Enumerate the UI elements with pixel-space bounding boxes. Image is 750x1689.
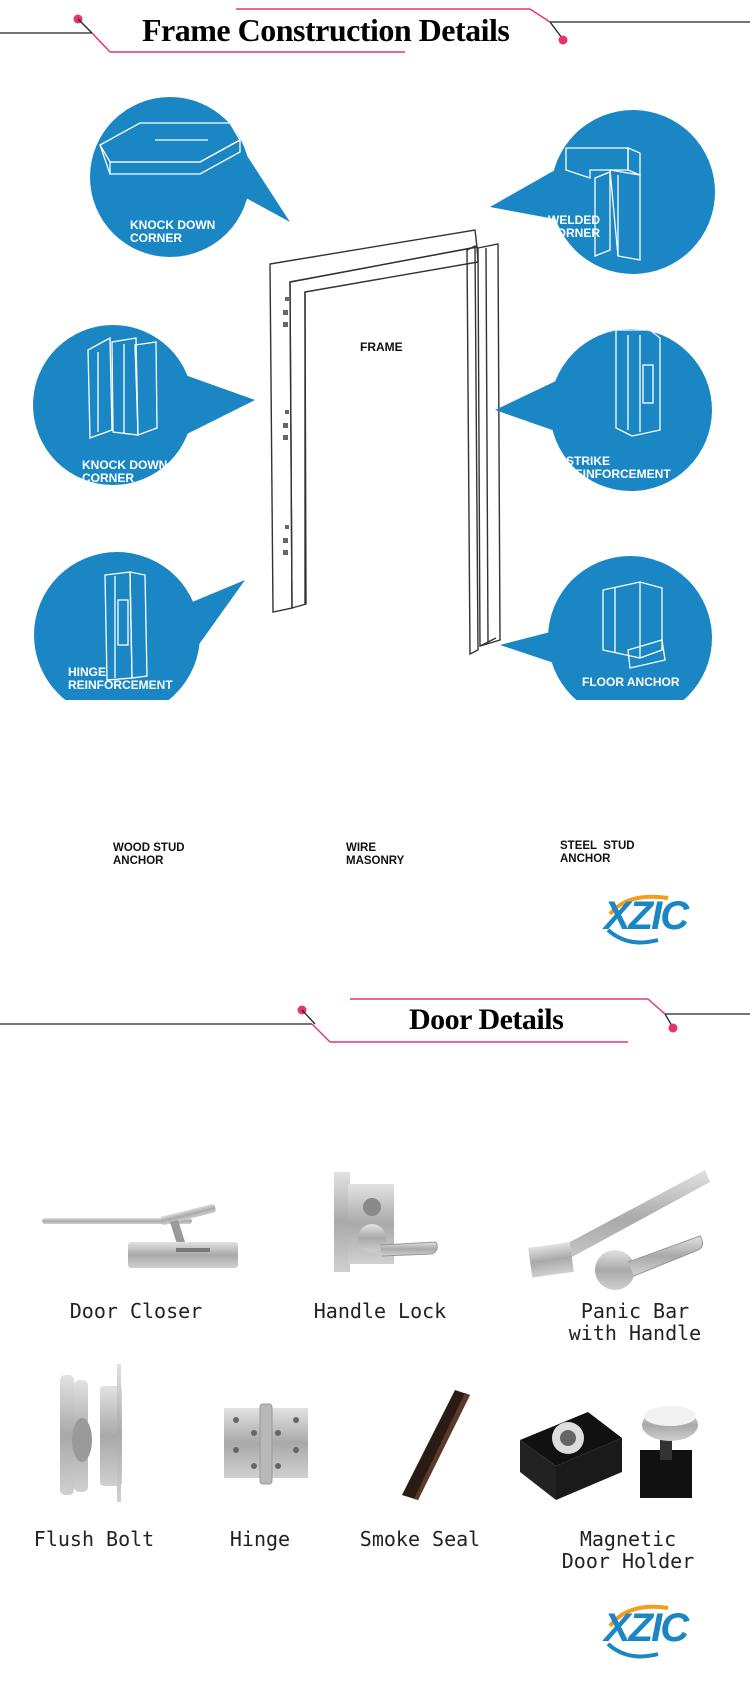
wood-stud-anchor-label: WOOD STUD ANCHOR <box>113 842 185 867</box>
product-hinge-label: Hinge <box>229 1527 291 1551</box>
product-door-closer-label: Door Closer <box>69 1299 203 1323</box>
door-title-decoration <box>0 990 750 1050</box>
steel-stud-anchor-label: STEEL STUD ANCHOR <box>560 840 635 865</box>
product-magnetic-holder-label: Magnetic Door Holder <box>561 1527 695 1573</box>
callout-welded: WELDED CORNER <box>548 213 601 240</box>
brand-logo <box>598 890 710 950</box>
logo-text-bottom: XZIC <box>604 1606 688 1650</box>
brand-logo-bottom <box>598 1600 710 1664</box>
frame-diagram <box>0 60 750 700</box>
product-flush-bolt-label: Flush Bolt <box>33 1527 155 1551</box>
product-panic-bar-label: Panic Bar with Handle <box>568 1299 702 1345</box>
product-smoke-seal-label: Smoke Seal <box>359 1527 481 1551</box>
frame-section-title: Frame Construction Details <box>142 12 510 48</box>
callout-knock-down-top: KNOCK DOWN CORNER <box>130 218 216 245</box>
product-handle-lock-label: Handle Lock <box>313 1299 447 1323</box>
callout-hinge: HINGE REINFORCEMENT <box>68 665 173 692</box>
callout-knock-down-mid: KNOCK DOWN CORNER <box>82 458 168 485</box>
wire-masonry-label: WIRE MASONRY <box>346 842 405 867</box>
door-section-title: Door Details <box>409 1003 564 1036</box>
frame-label: FRAME <box>360 340 403 354</box>
logo-text: XZIC <box>604 894 688 938</box>
callout-strike: STRIKE REINFORCEMENT <box>566 454 671 481</box>
callout-floor-anchor: FLOOR ANCHOR <box>582 675 680 689</box>
